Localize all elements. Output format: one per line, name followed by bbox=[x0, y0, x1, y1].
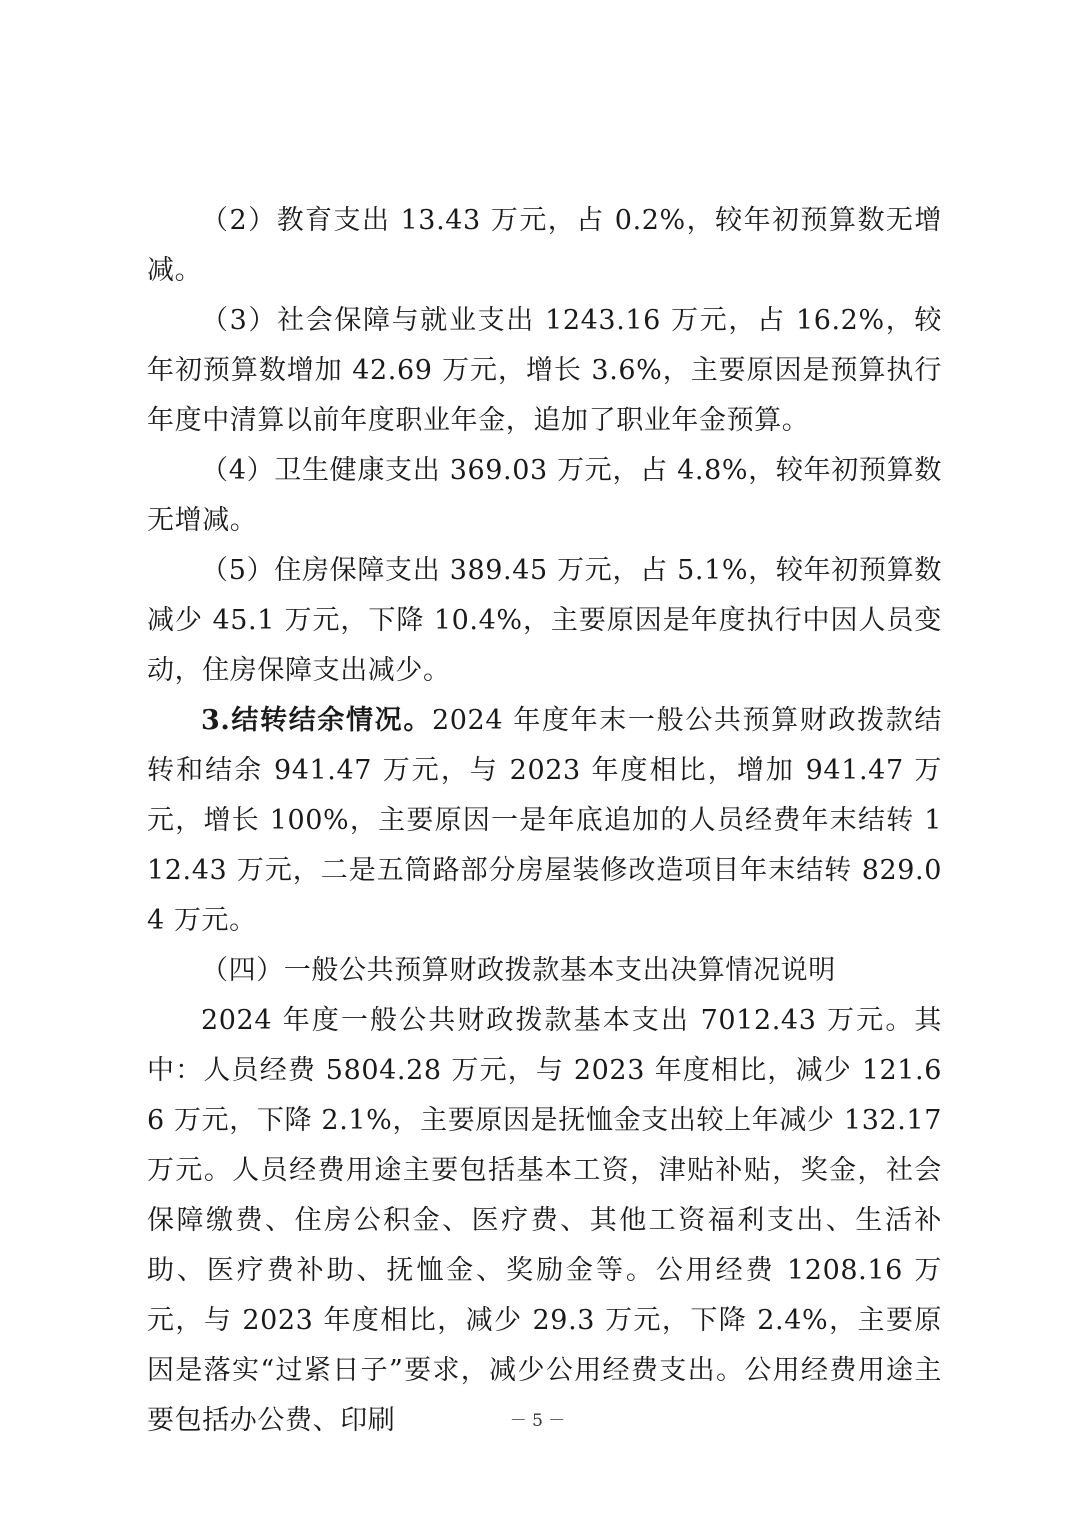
paragraph-education: （2）教育支出 13.43 万元，占 0.2%，较年初预算数无增减。 bbox=[147, 205, 942, 286]
carryover-text: 2024 年度年末一般公共预算财政拨款结转和结余 941.47 万元，与 2023 年度相比，增加 941.47 万元，增长 100%，主要原因一是年底追加的人员经费年末结转 112.43 万元，二是五筒路部分房屋装修改造项目年末结转 829.04 万元。 bbox=[147, 705, 943, 936]
carryover-lead: 3.结转结余情况。 bbox=[201, 705, 432, 736]
paragraph-basic-expenditure: 2024 年度一般公共财政拨款基本支出 7012.43 万元。其中：人员经费 5804.28 万元，与 2023 年度相比，减少 121.66 万元，下降 2.1%，主要原因是抚恤金支出较上年减少 132.17 万元。人员经费用途主要包括基本工资，津贴补贴，奖金，社会保障缴费、住房公积金、医疗费、其他工资福利支出、生活补助、医疗费补助、抚恤金、奖励金等。公用经费 1208.16 万元，与 2023 年度相比，减少 29.3 万元，下降 2.4%，主要原因是落实“过紧日子”要求，减少公用经费支出。公用经费用途主要包括办公费、印刷 bbox=[147, 1005, 942, 1436]
section-heading: （四）一般公共预算财政拨款基本支出决算情况说明 bbox=[201, 955, 836, 986]
paragraph-housing: （5）住房保障支出 389.45 万元，占 5.1%，较年初预算数减少 45.1 万元，下降 10.4%，主要原因是年度执行中因人员变动，住房保障支出减少。 bbox=[147, 555, 942, 686]
paragraph-carryover bbox=[147, 696, 942, 946]
document-body bbox=[147, 196, 942, 1446]
paragraph-social-security: （3）社会保障与就业支出 1243.16 万元，占 16.2%，较年初预算数增加 42.69 万元，增长 3.6%，主要原因是预算执行年度中清算以前年度职业年金，追加了职业年金预算。 bbox=[147, 305, 942, 436]
paragraph-health: （4）卫生健康支出 369.03 万元，占 4.8%，较年初预算数无增减。 bbox=[147, 455, 942, 536]
page-number: － 5 － bbox=[509, 1411, 566, 1431]
